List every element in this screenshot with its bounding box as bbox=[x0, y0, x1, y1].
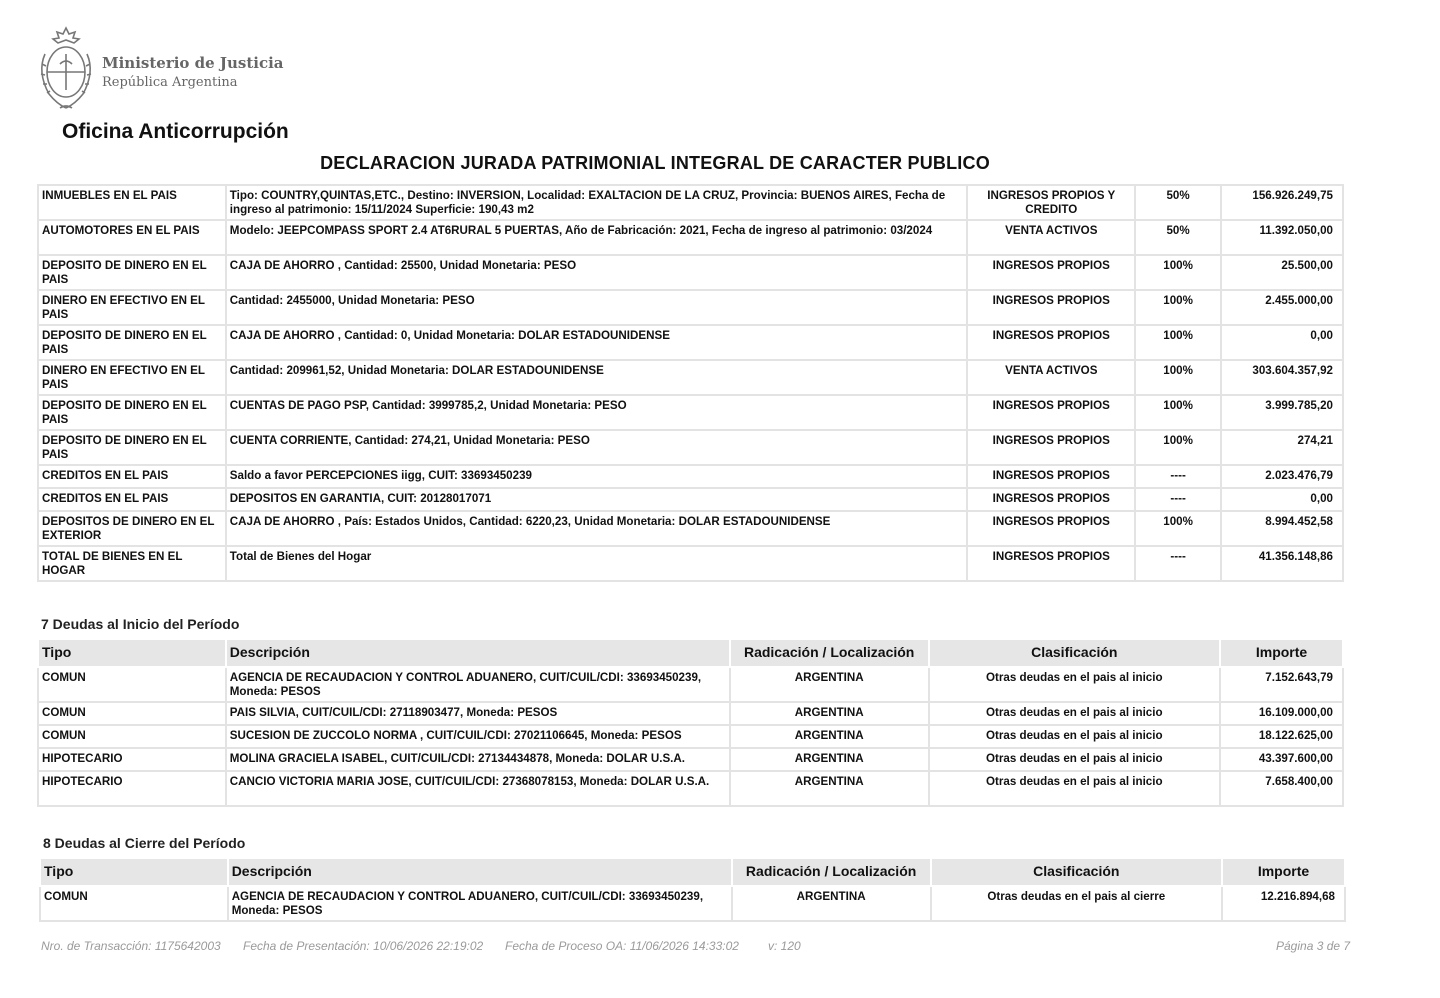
table-row bbox=[38, 546, 1343, 581]
asset-amount-cell: 2.455.000,00 bbox=[1221, 290, 1343, 325]
table-header-row bbox=[38, 639, 1343, 667]
footer-presentation-date: Fecha de Presentación: 10/06/2026 22:19:02 bbox=[243, 939, 484, 953]
header-descripcion: Descripción bbox=[226, 639, 730, 667]
debts-end-table bbox=[39, 857, 1346, 922]
section-title-debts-end: 8 Deudas al Cierre del Período bbox=[43, 835, 246, 851]
table-row bbox=[38, 725, 1343, 748]
table-row bbox=[38, 395, 1343, 430]
table-row bbox=[38, 430, 1343, 465]
asset-percentage-cell: 100% bbox=[1135, 430, 1221, 465]
asset-amount-cell: 156.926.249,75 bbox=[1221, 185, 1343, 220]
debt-type-cell: HIPOTECARIO bbox=[38, 748, 226, 771]
debts-start-table bbox=[37, 638, 1344, 807]
asset-percentage-cell: 100% bbox=[1135, 325, 1221, 360]
debt-type-cell: COMUN bbox=[38, 667, 226, 702]
table-row bbox=[38, 488, 1343, 511]
footer-version: v: 120 bbox=[768, 939, 801, 953]
debt-amount-cell: 43.397.600,00 bbox=[1220, 748, 1343, 771]
coat-of-arms-icon bbox=[36, 24, 96, 114]
asset-type-cell: INMUEBLES EN EL PAIS bbox=[38, 185, 226, 220]
debt-location-cell: ARGENTINA bbox=[732, 886, 931, 921]
table-row bbox=[38, 255, 1343, 290]
asset-origin-cell: INGRESOS PROPIOS bbox=[967, 546, 1135, 581]
asset-origin-cell: INGRESOS PROPIOS bbox=[967, 511, 1135, 546]
asset-description-cell: DEPOSITOS EN GARANTIA, CUIT: 20128017071 bbox=[226, 488, 968, 511]
debt-classification-cell: Otras deudas en el pais al cierre bbox=[931, 886, 1223, 921]
asset-description-cell: Cantidad: 209961,52, Unidad Monetaria: DOLAR ESTADOUNIDENSE bbox=[226, 360, 968, 395]
asset-type-cell: AUTOMOTORES EN EL PAIS bbox=[38, 220, 226, 255]
debt-classification-cell: Otras deudas en el pais al inicio bbox=[929, 702, 1221, 725]
asset-amount-cell: 0,00 bbox=[1221, 325, 1343, 360]
asset-description-cell: Modelo: JEEPCOMPASS SPORT 2.4 AT6RURAL 5 PUERTAS, Año de Fabricación: 2021, Fecha de ingreso al patrimonio: 03/2024 bbox=[226, 220, 968, 255]
asset-type-cell: DEPOSITO DE DINERO EN EL PAIS bbox=[38, 395, 226, 430]
debt-type-cell: COMUN bbox=[40, 886, 228, 921]
footer-process-date: Fecha de Proceso OA: 11/06/2026 14:33:02 bbox=[505, 939, 739, 953]
section-title-debts-start: 7 Deudas al Inicio del Período bbox=[41, 616, 240, 632]
debt-description-cell: AGENCIA DE RECAUDACION Y CONTROL ADUANERO, CUIT/CUIL/CDI: 33693450239, Moneda: PESOS bbox=[226, 667, 730, 702]
asset-origin-cell: INGRESOS PROPIOS bbox=[967, 430, 1135, 465]
header-tipo: Tipo bbox=[38, 639, 226, 667]
asset-origin-cell: INGRESOS PROPIOS bbox=[967, 325, 1135, 360]
footer-transaction: Nro. de Transacción: 1175642003 bbox=[41, 939, 221, 953]
asset-percentage-cell: ---- bbox=[1135, 465, 1221, 488]
footer-page-number: Página 3 de 7 bbox=[1276, 939, 1351, 953]
asset-type-cell: DINERO EN EFECTIVO EN EL PAIS bbox=[38, 360, 226, 395]
debt-description-cell: MOLINA GRACIELA ISABEL, CUIT/CUIL/CDI: 27134434878, Moneda: DOLAR U.S.A. bbox=[226, 748, 730, 771]
debt-classification-cell: Otras deudas en el pais al inicio bbox=[929, 748, 1221, 771]
asset-amount-cell: 25.500,00 bbox=[1221, 255, 1343, 290]
asset-percentage-cell: ---- bbox=[1135, 546, 1221, 581]
asset-type-cell: DEPOSITO DE DINERO EN EL PAIS bbox=[38, 255, 226, 290]
asset-amount-cell: 303.604.357,92 bbox=[1221, 360, 1343, 395]
asset-amount-cell: 11.392.050,00 bbox=[1221, 220, 1343, 255]
debt-amount-cell: 18.122.625,00 bbox=[1220, 725, 1343, 748]
asset-percentage-cell: ---- bbox=[1135, 488, 1221, 511]
asset-amount-cell: 3.999.785,20 bbox=[1221, 395, 1343, 430]
asset-type-cell: CREDITOS EN EL PAIS bbox=[38, 488, 226, 511]
asset-percentage-cell: 100% bbox=[1135, 290, 1221, 325]
asset-percentage-cell: 100% bbox=[1135, 395, 1221, 430]
debt-location-cell: ARGENTINA bbox=[730, 725, 929, 748]
table-row bbox=[38, 771, 1343, 806]
asset-origin-cell: VENTA ACTIVOS bbox=[967, 220, 1135, 255]
asset-description-cell: CUENTA CORRIENTE, Cantidad: 274,21, Unidad Monetaria: PESO bbox=[226, 430, 968, 465]
table-row bbox=[38, 220, 1343, 255]
debt-description-cell: AGENCIA DE RECAUDACION Y CONTROL ADUANERO, CUIT/CUIL/CDI: 33693450239, Moneda: PESOS bbox=[228, 886, 732, 921]
debt-amount-cell: 7.152.643,79 bbox=[1220, 667, 1343, 702]
debt-location-cell: ARGENTINA bbox=[730, 771, 929, 806]
debt-type-cell: COMUN bbox=[38, 702, 226, 725]
document-title: DECLARACION JURADA PATRIMONIAL INTEGRAL DE CARACTER PUBLICO bbox=[320, 153, 990, 173]
asset-description-cell: CAJA DE AHORRO , País: Estados Unidos, Cantidad: 6220,23, Unidad Monetaria: DOLAR ESTADOUNIDENSE bbox=[226, 511, 968, 546]
asset-percentage-cell: 100% bbox=[1135, 255, 1221, 290]
asset-origin-cell: INGRESOS PROPIOS bbox=[967, 255, 1135, 290]
debt-description-cell: SUCESION DE ZUCCOLO NORMA , CUIT/CUIL/CDI: 27021106645, Moneda: PESOS bbox=[226, 725, 730, 748]
asset-description-cell: Tipo: COUNTRY,QUINTAS,ETC., Destino: INVERSION, Localidad: EXALTACION DE LA CRUZ, Provincia: BUENOS AIRES, Fecha de ingreso al patrimonio: 15/11/2024 Superficie: 190,43 m2 bbox=[226, 185, 968, 220]
debt-type-cell: COMUN bbox=[38, 725, 226, 748]
debt-amount-cell: 16.109.000,00 bbox=[1220, 702, 1343, 725]
asset-origin-cell: INGRESOS PROPIOS bbox=[967, 395, 1135, 430]
header-descripcion: Descripción bbox=[228, 858, 732, 886]
asset-type-cell: DEPOSITO DE DINERO EN EL PAIS bbox=[38, 430, 226, 465]
asset-type-cell: DEPOSITOS DE DINERO EN EL EXTERIOR bbox=[38, 511, 226, 546]
asset-type-cell: DINERO EN EFECTIVO EN EL PAIS bbox=[38, 290, 226, 325]
asset-percentage-cell: 50% bbox=[1135, 220, 1221, 255]
debt-type-cell: HIPOTECARIO bbox=[38, 771, 226, 806]
debt-amount-cell: 7.658.400,00 bbox=[1220, 771, 1343, 806]
debt-location-cell: ARGENTINA bbox=[730, 748, 929, 771]
asset-description-cell: CAJA DE AHORRO , Cantidad: 25500, Unidad Monetaria: PESO bbox=[226, 255, 968, 290]
asset-origin-cell: VENTA ACTIVOS bbox=[967, 360, 1135, 395]
asset-type-cell: DEPOSITO DE DINERO EN EL PAIS bbox=[38, 325, 226, 360]
table-row bbox=[38, 360, 1343, 395]
asset-description-cell: CAJA DE AHORRO , Cantidad: 0, Unidad Monetaria: DOLAR ESTADOUNIDENSE bbox=[226, 325, 968, 360]
asset-description-cell: CUENTAS DE PAGO PSP, Cantidad: 3999785,2, Unidad Monetaria: PESO bbox=[226, 395, 968, 430]
debt-classification-cell: Otras deudas en el pais al inicio bbox=[929, 771, 1221, 806]
table-row bbox=[40, 886, 1345, 921]
table-row bbox=[38, 667, 1343, 702]
republic-name: República Argentina bbox=[102, 75, 238, 90]
asset-percentage-cell: 50% bbox=[1135, 185, 1221, 220]
ministry-logo bbox=[36, 24, 286, 114]
asset-origin-cell: INGRESOS PROPIOS Y CREDITO bbox=[967, 185, 1135, 220]
debt-amount-cell: 12.216.894,68 bbox=[1222, 886, 1345, 921]
table-row bbox=[38, 465, 1343, 488]
asset-type-cell: TOTAL DE BIENES EN EL HOGAR bbox=[38, 546, 226, 581]
asset-type-cell: CREDITOS EN EL PAIS bbox=[38, 465, 226, 488]
header-clasificacion: Clasificación bbox=[929, 639, 1221, 667]
asset-description-cell: Cantidad: 2455000, Unidad Monetaria: PESO bbox=[226, 290, 968, 325]
asset-amount-cell: 2.023.476,79 bbox=[1221, 465, 1343, 488]
table-row bbox=[38, 185, 1343, 220]
ministry-name: Ministerio de Justicia bbox=[102, 54, 284, 72]
asset-description-cell: Total de Bienes del Hogar bbox=[226, 546, 968, 581]
table-row bbox=[38, 290, 1343, 325]
office-title: Oficina Anticorrupción bbox=[62, 120, 289, 143]
asset-amount-cell: 0,00 bbox=[1221, 488, 1343, 511]
header-tipo: Tipo bbox=[40, 858, 228, 886]
table-row bbox=[38, 702, 1343, 725]
asset-amount-cell: 274,21 bbox=[1221, 430, 1343, 465]
debt-description-cell: CANCIO VICTORIA MARIA JOSE, CUIT/CUIL/CDI: 27368078153, Moneda: DOLAR U.S.A. bbox=[226, 771, 730, 806]
debt-description-cell: PAIS SILVIA, CUIT/CUIL/CDI: 27118903477, Moneda: PESOS bbox=[226, 702, 730, 725]
asset-origin-cell: INGRESOS PROPIOS bbox=[967, 290, 1135, 325]
table-row bbox=[38, 511, 1343, 546]
header-radicacion: Radicación / Localización bbox=[730, 639, 929, 667]
asset-origin-cell: INGRESOS PROPIOS bbox=[967, 465, 1135, 488]
header-importe: Importe bbox=[1220, 639, 1343, 667]
asset-amount-cell: 8.994.452,58 bbox=[1221, 511, 1343, 546]
table-row bbox=[38, 325, 1343, 360]
table-header-row bbox=[40, 858, 1345, 886]
debt-classification-cell: Otras deudas en el pais al inicio bbox=[929, 667, 1221, 702]
asset-description-cell: Saldo a favor PERCEPCIONES iigg, CUIT: 33693450239 bbox=[226, 465, 968, 488]
assets-table bbox=[37, 184, 1344, 582]
asset-amount-cell: 41.356.148,86 bbox=[1221, 546, 1343, 581]
asset-percentage-cell: 100% bbox=[1135, 360, 1221, 395]
asset-origin-cell: INGRESOS PROPIOS bbox=[967, 488, 1135, 511]
header-importe: Importe bbox=[1222, 858, 1345, 886]
table-row bbox=[38, 748, 1343, 771]
debt-location-cell: ARGENTINA bbox=[730, 667, 929, 702]
debt-location-cell: ARGENTINA bbox=[730, 702, 929, 725]
asset-percentage-cell: 100% bbox=[1135, 511, 1221, 546]
header-radicacion: Radicación / Localización bbox=[732, 858, 931, 886]
debt-classification-cell: Otras deudas en el pais al inicio bbox=[929, 725, 1221, 748]
header-clasificacion: Clasificación bbox=[931, 858, 1223, 886]
